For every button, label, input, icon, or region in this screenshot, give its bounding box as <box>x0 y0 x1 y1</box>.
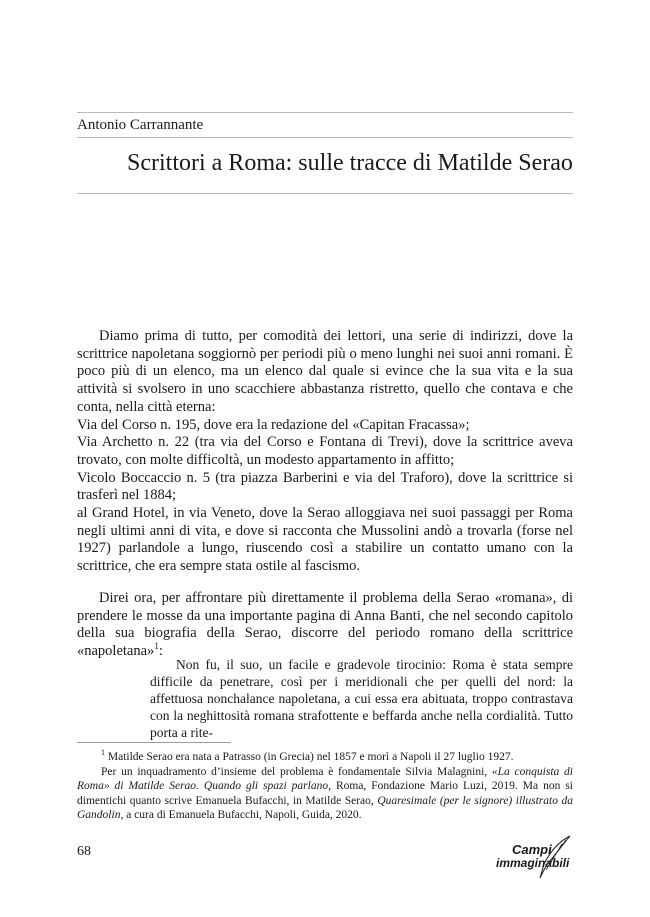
address-item: Vicolo Boccaccio n. 5 (tra piazza Barberini e via del Traforo), dove la scrittrice si trasferì nel 1884; <box>77 469 573 504</box>
article-body <box>77 328 573 661</box>
author-name: Antonio Carrannante <box>77 117 204 133</box>
footnote-text: , a cura di Emanuela Bufacchi, Napoli, Guida, 2020. <box>120 809 362 822</box>
logo-word-2: immaginabili <box>496 856 570 870</box>
footnote-italic-title: «La conquista di Roma» di Matilde Serao. Quando gli spazi parlano <box>77 765 573 793</box>
footnote-reference: 1 <box>154 641 159 652</box>
paragraph-second-end: : <box>158 642 163 659</box>
header-top-rule <box>77 112 573 113</box>
footnote-number: 1 <box>101 748 105 758</box>
address-item: al Grand Hotel, in via Veneto, dove la Serao alloggiava nei suoi passaggi per Roma negli ultimi anni di vita, e dove si racconta che Mussolini andò a trovarla (forse nel 1927) parlandole a lungo, riuscendo così a stabilire un contatto umano con la scrittrice, che era sempre stata ostile al fascismo. <box>77 505 573 575</box>
page-number: 68 <box>77 844 91 859</box>
paragraph-second <box>77 590 573 661</box>
address-item: Via del Corso n. 195, dove era la redazione del «Capitan Fracassa»; <box>77 416 470 433</box>
block-quote <box>150 656 573 741</box>
logo-word-1: Campi <box>512 842 552 857</box>
article-title: Scrittori a Roma: sulle tracce di Matilde Serao <box>127 150 573 176</box>
footnote-1 <box>77 750 573 765</box>
address-item: Via Archetto n. 22 (tra via del Corso e Fontana di Trevi), dove la scrittrice aveva trovato, con molte difficoltà, un modesto appartamento in affitto; <box>77 434 573 468</box>
footnote-text: , Roma, Fondazione Mario Luzi, 2019. Ma non si dimentichi quanto scrive Emanuela Bufacchi, in Matilde Serao, <box>77 780 573 807</box>
quote-text: Non fu, il suo, un facile e gradevole tirocinio: Roma è stata sempre difficile da penetrare, così per i meridionali che per quelli del nord: la affettuosa nonchalance napoletana, a cui essa era abituata, troppo contrastava con la neghittosità romana strafottente e beffarda anche nella cordialità. Tutto porta a rite- <box>150 657 573 740</box>
header-author-rule <box>77 137 573 138</box>
footnotes <box>77 750 573 823</box>
header-title-rule <box>77 193 573 194</box>
footnote-continuation <box>77 765 573 823</box>
footnote-italic-title: Quaresimale (per le signore) illustrato da Gandolin <box>77 794 573 822</box>
paragraph-second-text: Direi ora, per affrontare più direttamente il problema della Serao «romana», di prendere le mosse da una importante pagina di Anna Banti, che nel secondo capitolo della sua biografia della Serao, discorre del periodo romano della scrittrice «napoletana» <box>77 589 573 659</box>
paragraph-intro: Diamo prima di tutto, per comodità dei lettori, una serie di indirizzi, dove la scrittrice napoletana soggiornò per periodi più o meno lunghi nei suoi anni romani. È poco più di un elenco, ma un elenco dal quale si evince che la sua vita e la sua attività si svolsero in uno scacchiere abbastanza ristretto, quello che contava e che conta, nella città eterna: <box>77 328 573 415</box>
footnote-rule <box>77 742 231 743</box>
footnote-text: Per un inquadramento d’insieme del problema è fondamentale Silvia Malagnini, <box>101 765 492 778</box>
publisher-logo <box>494 834 580 882</box>
footnote-text: Matilde Serao era nata a Patrasso (in Grecia) nel 1857 e morì a Napoli il 27 luglio 1927. <box>107 751 514 763</box>
